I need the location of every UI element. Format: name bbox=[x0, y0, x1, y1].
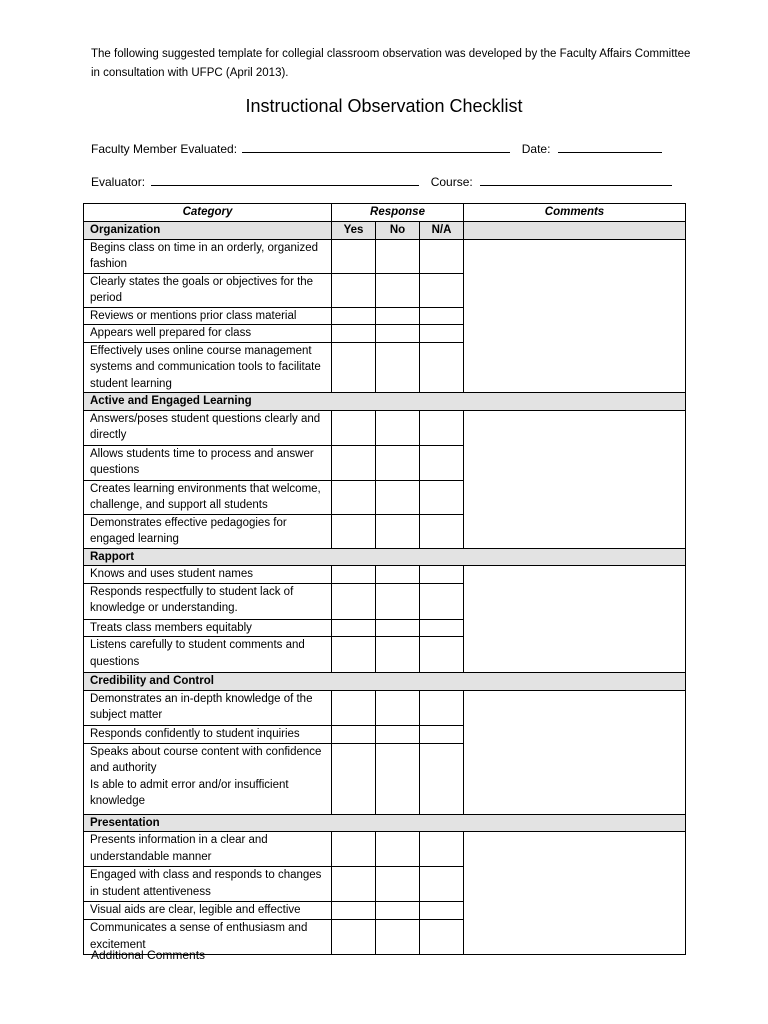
section-name: Presentation bbox=[84, 814, 686, 832]
response-na-cell[interactable] bbox=[420, 342, 464, 393]
section-row bbox=[84, 814, 686, 832]
comments-cell[interactable] bbox=[464, 239, 686, 393]
response-yes-cell[interactable] bbox=[332, 410, 376, 445]
category-header: Category bbox=[84, 204, 332, 222]
section-row bbox=[84, 222, 686, 240]
response-na-cell[interactable] bbox=[420, 867, 464, 902]
response-no-cell[interactable] bbox=[376, 410, 420, 445]
checklist-item-row bbox=[84, 239, 686, 273]
response-no-cell[interactable] bbox=[376, 867, 420, 902]
section-name: Credibility and Control bbox=[84, 673, 686, 691]
response-no-cell[interactable] bbox=[376, 480, 420, 514]
response-yes-cell[interactable] bbox=[332, 743, 376, 814]
section-name: Organization bbox=[84, 222, 332, 240]
checklist-item-text: Visual aids are clear, legible and effective bbox=[84, 902, 332, 920]
response-no-cell[interactable] bbox=[376, 325, 420, 343]
response-no-cell[interactable] bbox=[376, 514, 420, 548]
response-na-cell[interactable] bbox=[420, 239, 464, 273]
section-comment-header-cell bbox=[464, 222, 686, 240]
response-yes-cell[interactable] bbox=[332, 273, 376, 307]
response-na-cell[interactable] bbox=[420, 273, 464, 307]
response-na-cell[interactable] bbox=[420, 725, 464, 743]
faculty-date-row bbox=[91, 140, 662, 156]
comments-cell[interactable] bbox=[464, 832, 686, 955]
checklist-item-text: Begins class on time in an orderly, organized fashion bbox=[84, 239, 332, 273]
response-yes-cell[interactable] bbox=[332, 902, 376, 920]
response-na-cell[interactable] bbox=[420, 514, 464, 548]
response-na-cell[interactable] bbox=[420, 920, 464, 955]
response-yes-cell[interactable] bbox=[332, 445, 376, 480]
response-na-cell[interactable] bbox=[420, 480, 464, 514]
response-na-cell[interactable] bbox=[420, 637, 464, 673]
checklist-item-row bbox=[84, 566, 686, 584]
response-yes-header: Yes bbox=[332, 222, 376, 240]
response-na-cell[interactable] bbox=[420, 902, 464, 920]
section-row bbox=[84, 548, 686, 566]
checklist-item-text: Speaks about course content with confidence and authority Is able to admit error and/or insufficient knowledge bbox=[84, 743, 332, 814]
comments-header: Comments bbox=[464, 204, 686, 222]
course-label: Course: bbox=[430, 175, 473, 189]
response-no-cell[interactable] bbox=[376, 239, 420, 273]
evaluator-label: Evaluator: bbox=[91, 175, 146, 189]
course-blank[interactable] bbox=[480, 173, 672, 186]
response-no-cell[interactable] bbox=[376, 307, 420, 325]
section-row bbox=[84, 393, 686, 411]
date-label: Date: bbox=[521, 142, 551, 156]
evaluator-blank[interactable] bbox=[151, 173, 419, 186]
response-header: Response bbox=[332, 204, 464, 222]
response-yes-cell[interactable] bbox=[332, 566, 376, 584]
response-yes-cell[interactable] bbox=[332, 725, 376, 743]
checklist-item-text: Demonstrates an in-depth knowledge of the subject matter bbox=[84, 690, 332, 725]
faculty-blank[interactable] bbox=[242, 140, 510, 153]
checklist-item-row bbox=[84, 690, 686, 725]
checklist-item-row bbox=[84, 410, 686, 445]
response-yes-cell[interactable] bbox=[332, 342, 376, 393]
checklist-item-text: Responds confidently to student inquiries bbox=[84, 725, 332, 743]
response-no-cell[interactable] bbox=[376, 273, 420, 307]
checklist-item-text: Clearly states the goals or objectives for the period bbox=[84, 273, 332, 307]
response-no-cell[interactable] bbox=[376, 690, 420, 725]
response-yes-cell[interactable] bbox=[332, 307, 376, 325]
response-no-cell[interactable] bbox=[376, 725, 420, 743]
checklist-item-text: Listens carefully to student comments and questions bbox=[84, 637, 332, 673]
checklist-item-row bbox=[84, 832, 686, 867]
comments-cell[interactable] bbox=[464, 690, 686, 814]
checklist-item-text: Presents information in a clear and understandable manner bbox=[84, 832, 332, 867]
response-yes-cell[interactable] bbox=[332, 619, 376, 637]
response-no-header: No bbox=[376, 222, 420, 240]
section-name: Active and Engaged Learning bbox=[84, 393, 686, 411]
response-yes-cell[interactable] bbox=[332, 239, 376, 273]
checklist-item-text: Creates learning environments that welcome, challenge, and support all students bbox=[84, 480, 332, 514]
observation-table bbox=[83, 203, 686, 955]
table-header-row bbox=[84, 204, 686, 222]
checklist-item-text: Responds respectfully to student lack of knowledge or understanding. bbox=[84, 583, 332, 619]
response-na-cell[interactable] bbox=[420, 566, 464, 584]
response-no-cell[interactable] bbox=[376, 445, 420, 480]
response-yes-cell[interactable] bbox=[332, 832, 376, 867]
page-title: Instructional Observation Checklist bbox=[245, 96, 523, 116]
response-yes-cell[interactable] bbox=[332, 583, 376, 619]
additional-comments-label: Additional Comments bbox=[91, 948, 206, 962]
response-yes-cell[interactable] bbox=[332, 480, 376, 514]
response-no-cell[interactable] bbox=[376, 566, 420, 584]
section-row bbox=[84, 673, 686, 691]
response-na-cell[interactable] bbox=[420, 619, 464, 637]
faculty-label: Faculty Member Evaluated: bbox=[91, 142, 238, 156]
response-no-cell[interactable] bbox=[376, 743, 420, 814]
response-yes-cell[interactable] bbox=[332, 920, 376, 955]
comments-cell[interactable] bbox=[464, 410, 686, 548]
response-no-cell[interactable] bbox=[376, 832, 420, 867]
comments-cell[interactable] bbox=[464, 566, 686, 673]
response-no-cell[interactable] bbox=[376, 342, 420, 393]
response-na-header: N/A bbox=[420, 222, 464, 240]
response-no-cell[interactable] bbox=[376, 619, 420, 637]
response-na-cell[interactable] bbox=[420, 307, 464, 325]
response-yes-cell[interactable] bbox=[332, 514, 376, 548]
section-name: Rapport bbox=[84, 548, 686, 566]
response-na-cell[interactable] bbox=[420, 832, 464, 867]
checklist-item-text: Appears well prepared for class bbox=[84, 325, 332, 343]
checklist-item-text: Answers/poses student questions clearly and directly bbox=[84, 410, 332, 445]
response-no-cell[interactable] bbox=[376, 920, 420, 955]
response-na-cell[interactable] bbox=[420, 583, 464, 619]
date-blank[interactable] bbox=[558, 140, 662, 153]
checklist-item-text: Allows students time to process and answer questions bbox=[84, 445, 332, 480]
response-yes-cell[interactable] bbox=[332, 325, 376, 343]
response-na-cell[interactable] bbox=[420, 445, 464, 480]
checklist-item-text: Knows and uses student names bbox=[84, 566, 332, 584]
intro-paragraph: The following suggested template for collegial classroom observation was developed by the Faculty Affairs Committee in consultation with UFPC (April 2013). bbox=[91, 48, 691, 79]
response-yes-cell[interactable] bbox=[332, 867, 376, 902]
response-no-cell[interactable] bbox=[376, 637, 420, 673]
checklist-item-text: Effectively uses online course management systems and communication tools to facilitate student learning bbox=[84, 342, 332, 393]
response-no-cell[interactable] bbox=[376, 583, 420, 619]
checklist-item-text: Demonstrates effective pedagogies for engaged learning bbox=[84, 514, 332, 548]
response-yes-cell[interactable] bbox=[332, 637, 376, 673]
checklist-item-text: Communicates a sense of enthusiasm and excitement bbox=[84, 920, 332, 955]
response-na-cell[interactable] bbox=[420, 743, 464, 814]
response-na-cell[interactable] bbox=[420, 690, 464, 725]
checklist-item-text: Treats class members equitably bbox=[84, 619, 332, 637]
response-yes-cell[interactable] bbox=[332, 690, 376, 725]
response-na-cell[interactable] bbox=[420, 325, 464, 343]
response-na-cell[interactable] bbox=[420, 410, 464, 445]
response-no-cell[interactable] bbox=[376, 902, 420, 920]
evaluator-course-row bbox=[91, 173, 672, 189]
checklist-item-text: Reviews or mentions prior class material bbox=[84, 307, 332, 325]
checklist-item-text: Engaged with class and responds to changes in student attentiveness bbox=[84, 867, 332, 902]
